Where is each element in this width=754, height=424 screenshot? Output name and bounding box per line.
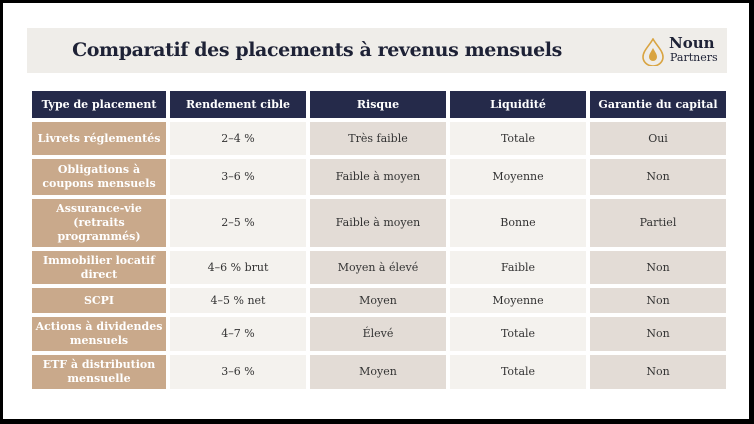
table-row (32, 288, 726, 313)
risk-cell: Élevé (310, 317, 446, 351)
capital-guarantee-cell: Non (590, 317, 726, 351)
placement-type-cell: Actions à dividendes mensuels (32, 317, 166, 351)
capital-guarantee-cell: Non (590, 288, 726, 313)
risk-cell: Faible à moyen (310, 159, 446, 195)
table-row (32, 159, 726, 195)
placement-type-cell: Assurance-vie (retraits programmés) (32, 199, 166, 247)
yield-cell: 4–6 % brut (170, 251, 306, 284)
capital-guarantee-cell: Partiel (590, 199, 726, 247)
yield-cell: 4–7 % (170, 317, 306, 351)
liquidity-cell: Totale (450, 122, 586, 155)
drop-logo-icon (641, 38, 665, 66)
logo (641, 34, 721, 68)
logo-name: Noun (669, 34, 715, 52)
yield-cell: 3–6 % (170, 355, 306, 389)
placement-type-cell: Immobilier locatif direct (32, 251, 166, 284)
risk-cell: Très faible (310, 122, 446, 155)
risk-cell: Faible à moyen (310, 199, 446, 247)
yield-cell: 3–6 % (170, 159, 306, 195)
liquidity-cell: Moyenne (450, 159, 586, 195)
capital-guarantee-cell: Non (590, 251, 726, 284)
slide (3, 3, 749, 419)
liquidity-cell: Totale (450, 355, 586, 389)
capital-guarantee-cell: Non (590, 355, 726, 389)
placement-type-cell: Livrets réglementés (32, 122, 166, 155)
placement-type-cell: Obligations à coupons mensuels (32, 159, 166, 195)
table-row (32, 355, 726, 389)
liquidity-cell: Totale (450, 317, 586, 351)
comparison-table (28, 87, 730, 393)
liquidity-cell: Bonne (450, 199, 586, 247)
column-header: Garantie du capital (590, 91, 726, 118)
column-header: Rendement cible (170, 91, 306, 118)
risk-cell: Moyen (310, 355, 446, 389)
column-header: Liquidité (450, 91, 586, 118)
table-header-row (32, 91, 726, 118)
title-banner (27, 28, 727, 73)
logo-subtitle: Partners (670, 51, 718, 64)
table-row (32, 122, 726, 155)
page-title: Comparatif des placements à revenus mensuels (72, 39, 562, 61)
placement-type-cell: ETF à distribution mensuelle (32, 355, 166, 389)
placement-type-cell: SCPI (32, 288, 166, 313)
table-row (32, 251, 726, 284)
yield-cell: 4–5 % net (170, 288, 306, 313)
yield-cell: 2–4 % (170, 122, 306, 155)
risk-cell: Moyen à élevé (310, 251, 446, 284)
table-row (32, 317, 726, 351)
yield-cell: 2–5 % (170, 199, 306, 247)
capital-guarantee-cell: Non (590, 159, 726, 195)
risk-cell: Moyen (310, 288, 446, 313)
column-header: Type de placement (32, 91, 166, 118)
column-header: Risque (310, 91, 446, 118)
capital-guarantee-cell: Oui (590, 122, 726, 155)
liquidity-cell: Moyenne (450, 288, 586, 313)
table-row (32, 199, 726, 247)
liquidity-cell: Faible (450, 251, 586, 284)
